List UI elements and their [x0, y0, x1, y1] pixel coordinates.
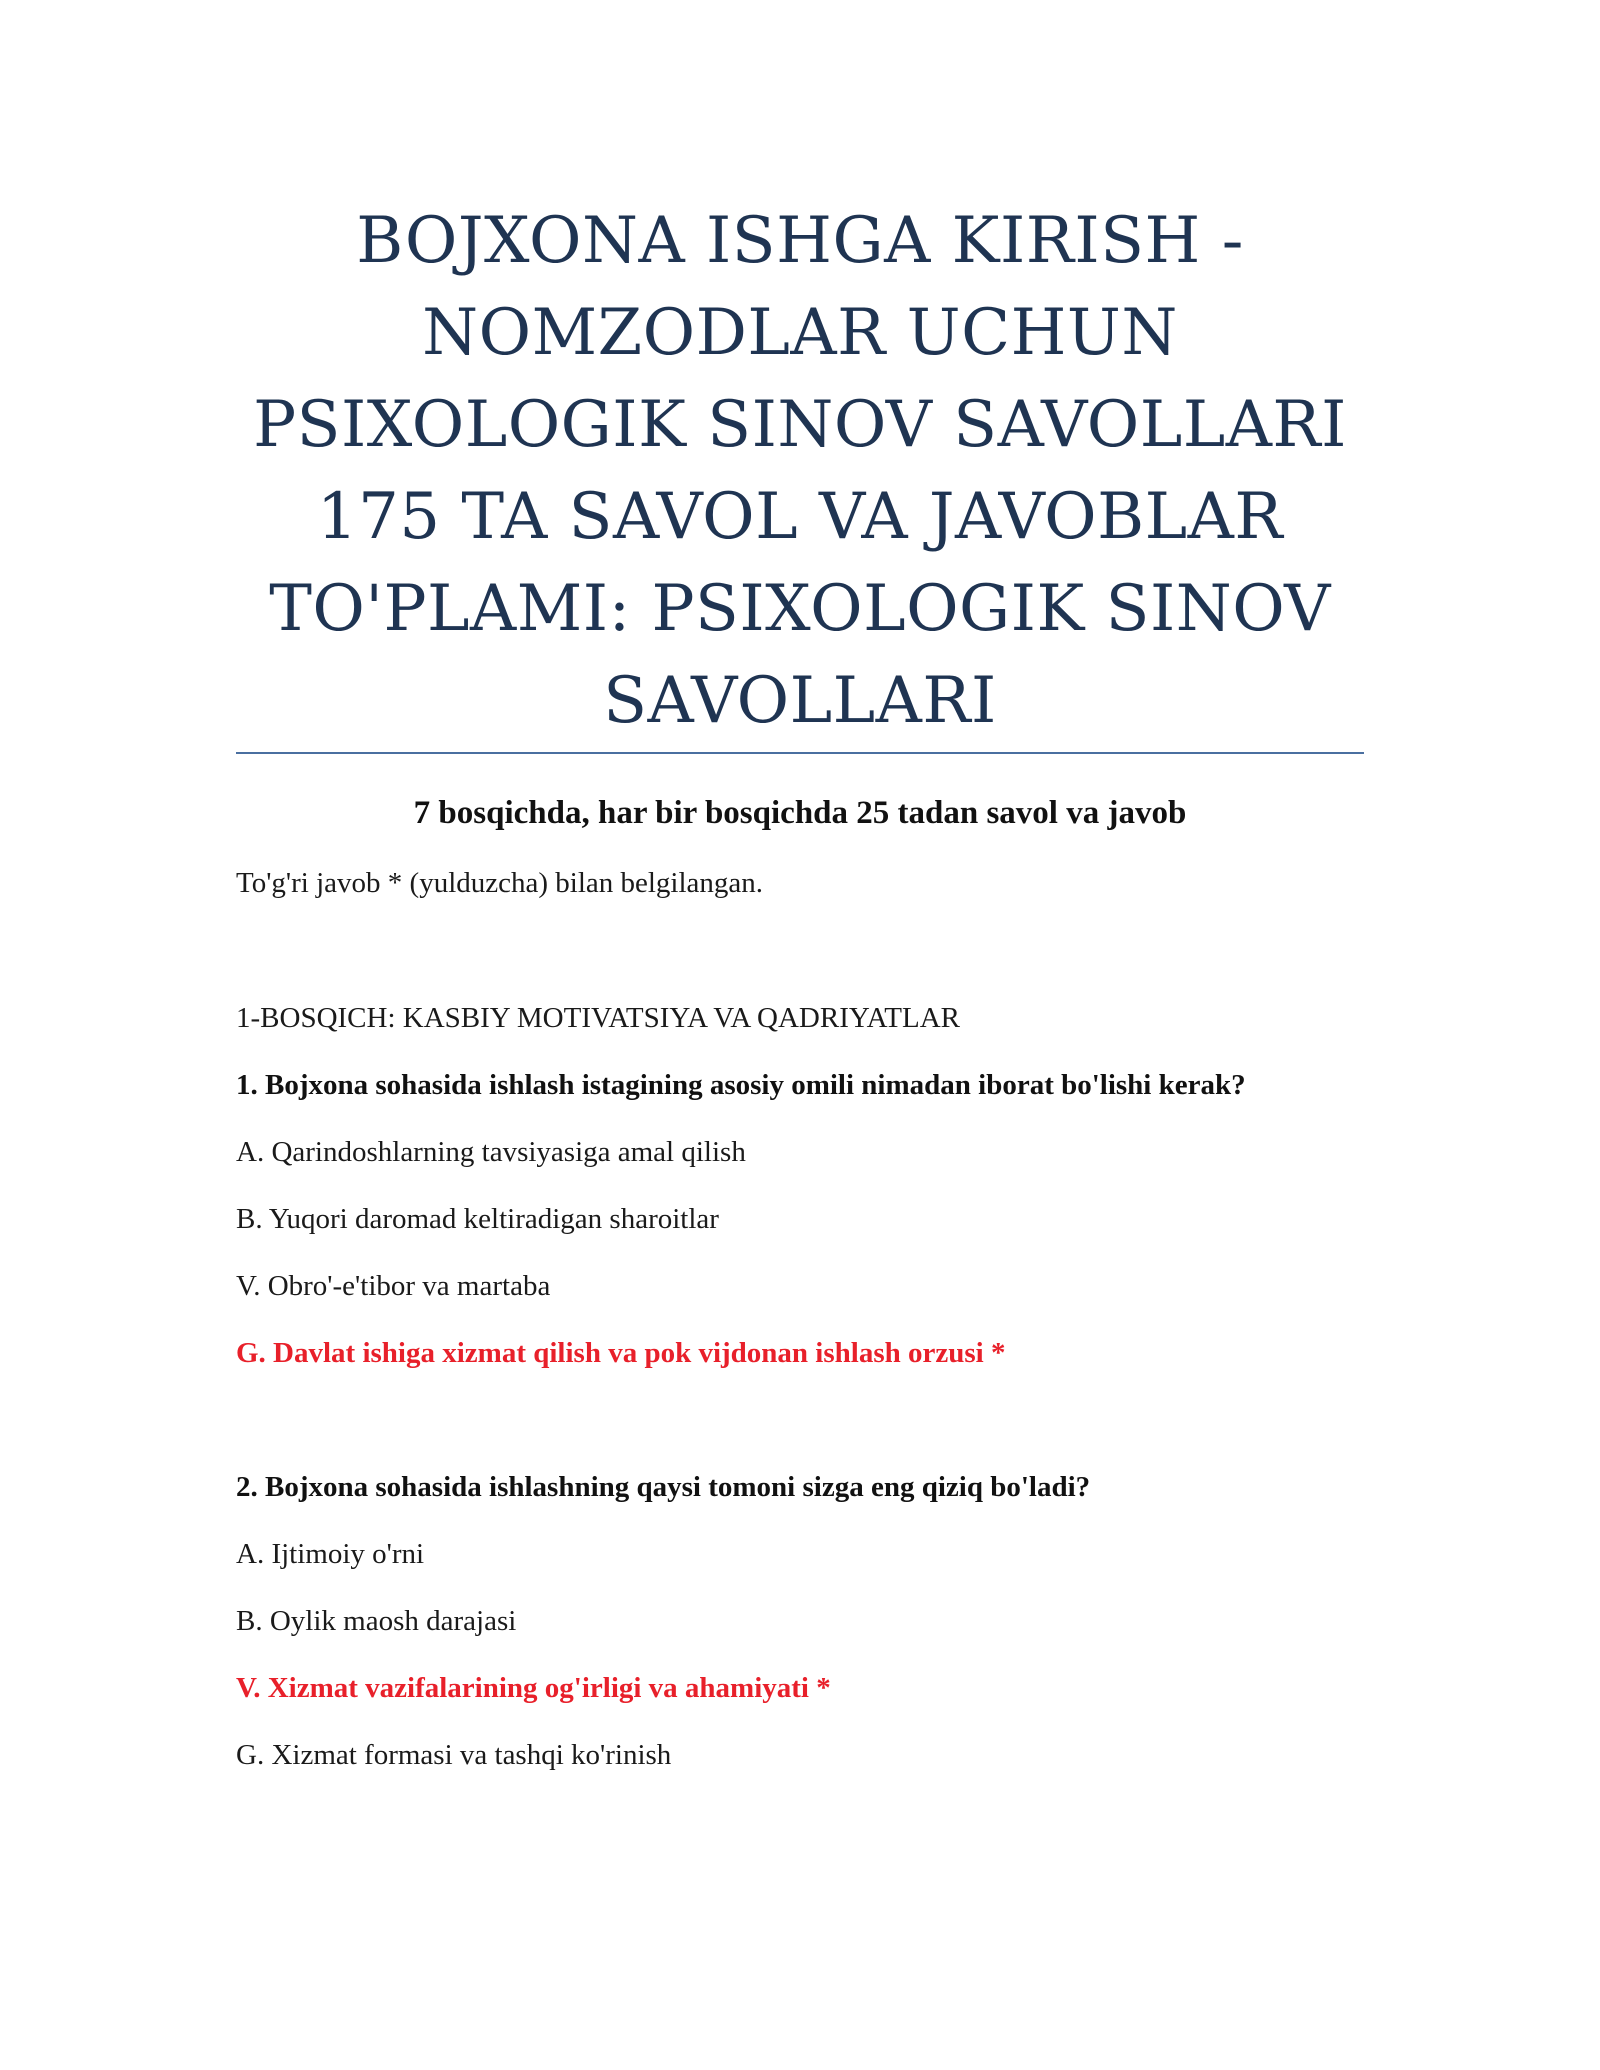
section-heading: 1-BOSQICH: KASBIY MOTIVATSIYA VA QADRIYATLAR	[236, 1002, 961, 1034]
question-2-option-g: G. Xizmat formasi va tashqi ko'rinish	[236, 1739, 672, 1771]
question-1-option-g-correct: G. Davlat ishiga xizmat qilish va pok vijdonan ishlash orzusi *	[236, 1337, 1006, 1369]
question-2-option-a: A. Ijtimoiy o'rni	[236, 1538, 425, 1570]
title-line-4: 175 TA SAVOL VA JAVOBLAR	[316, 480, 1284, 554]
title-divider	[236, 752, 1364, 754]
title-line-1: BOJXONA ISHGA KIRISH -	[356, 204, 1244, 278]
question-1-option-a: A. Qarindoshlarning tavsiyasiga amal qilish	[236, 1136, 746, 1168]
question-1-option-v: V. Obro'-e'tibor va martaba	[236, 1270, 551, 1302]
title-line-3: PSIXOLOGIK SINOV SAVOLLARI	[253, 388, 1347, 462]
question-2-option-v-correct: V. Xizmat vazifalarining og'irligi va ahamiyati *	[236, 1672, 831, 1704]
question-1-option-b: B. Yuqori daromad keltiradigan sharoitlar	[236, 1203, 719, 1235]
question-1-text: 1. Bojxona sohasida ishlash istagining asosiy omili nimadan iborat bo'lishi kerak?	[236, 1069, 1246, 1101]
title-line-6: SAVOLLARI	[603, 664, 997, 738]
document-title	[236, 195, 1364, 747]
document-subtitle: 7 bosqichda, har bir bosqichda 25 tadan savol va javob	[413, 795, 1187, 831]
title-line-5: TO'PLAMI: PSIXOLOGIK SINOV	[269, 572, 1331, 646]
question-2-option-b: B. Oylik maosh darajasi	[236, 1605, 517, 1637]
answer-key-note: To'g'ri javob * (yulduzcha) bilan belgilangan.	[236, 867, 764, 899]
question-2-text: 2. Bojxona sohasida ishlashning qaysi tomoni sizga eng qiziq bo'ladi?	[236, 1471, 1091, 1503]
title-line-2: NOMZODLAR UCHUN	[422, 296, 1178, 370]
